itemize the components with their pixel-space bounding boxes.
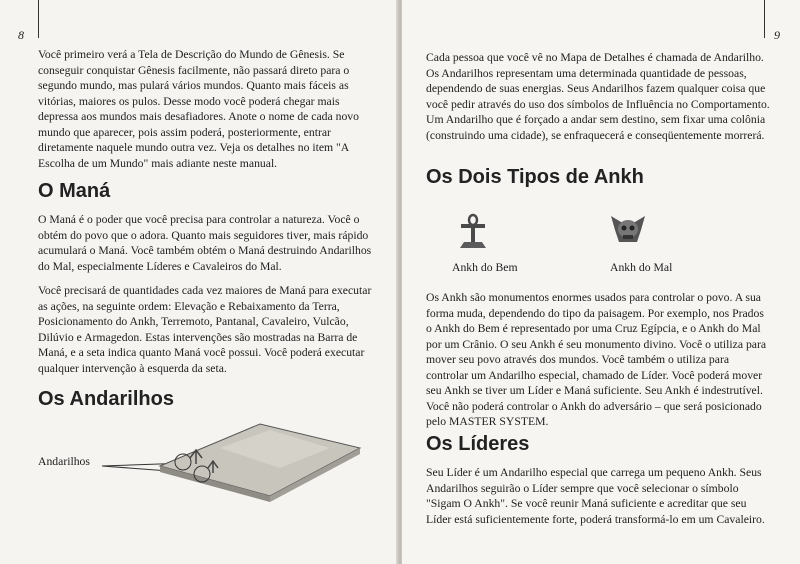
lideres-paragraph: Seu Líder é um Andarilho especial que carrega um pequeno Ankh. Seus Andarilhos seguirão o Líder sempre que você selecionar o símbolo "Sigam O Ankh". Se você reunir Maná suficiente e acreditar que seu Líder está suficientemente forte, poderá transformá-lo em um Cavaleiro. <box>426 466 765 526</box>
skull-icon <box>609 212 647 248</box>
figure-label-andarilhos: Andarilhos <box>38 455 90 468</box>
mana-paragraph-2: Você precisará de quantidades cada vez maiores de Maná para executar as ações, na seguinte ordem: Elevação e Rebaixamento da Terra, Posicionamento do Ankh, Terremoto, Pantanal, Cavaleiro, Vulcão, Dilúvio e Armagedon. Estas intervenções são mostradas na Barra de Maná, e a seta indica quanto Maná você possui. Você poderá executar qualquer intervenção à esquerda da seta. <box>38 284 372 375</box>
heading-lideres: Os Líderes <box>426 433 530 455</box>
heading-andarilhos: Os Andarilhos <box>38 388 174 410</box>
egyptian-cross-icon <box>458 212 488 250</box>
left-page <box>0 0 398 564</box>
ankh-evil-label: Ankh do Mal <box>610 261 673 274</box>
isometric-land-tile-icon <box>100 418 390 508</box>
heading-mana: O Maná <box>38 180 111 202</box>
heading-ankh: Os Dois Tipos de Ankh <box>426 166 644 188</box>
andarilhos-paragraph: Cada pessoa que você vê no Mapa de Detalhes é chamada de Andarilho. Os Andarilhos representam uma determinada quantidade de pessoas, dependendo de suas energias. Seus Andarilhos fazem qualquer coisa que você pedir através do uso dos símbolos de Influência no Comportamento. Um Andarilho que é forçado a andar sem destino, sem fixar uma colônia (construindo uma cidade), se enfraquecerá e conseqüentemente morrerá. <box>426 51 770 142</box>
ankh-paragraph: Os Ankh são monumentos enormes usados para controlar o povo. A sua forma muda, dependendo do tipo da paisagem. Por exemplo, nos Prados o Ankh do Bem é representado por uma Cruz Egípcia, e o Ankh do Mal por um Crânio. O seu Ankh é seu monumento divino. Você o utiliza para mover seu povo através dos mundos. Você também o utiliza para controlar um Andarilho especial, chamado de Líder. Você poderá mover seu Ankh se tiver um Líder e Maná suficiente. Seu Ankh é indestrutível. Você não poderá controlar o Ankh do adversário – que será posicionado pelo MASTER SYSTEM. <box>426 291 767 428</box>
page-number: 9 <box>774 28 780 42</box>
page-margin-rule <box>38 0 39 38</box>
page-margin-rule <box>764 0 765 38</box>
mana-paragraph-1: O Maná é o poder que você precisa para controlar a natureza. Você o obtém do povo que o adora. Quanto mais seguidores tiver, mais rápido acumulará o Maná. Você também obtém o Maná destruindo Andarilhos do Mal, especialmente Líderes e Cavaleiros do Mal. <box>38 213 372 273</box>
intro-paragraph: Você primeiro verá a Tela de Descrição do Mundo de Gênesis. Se conseguir conquistar Gênesis facilmente, não passará direto para o segundo mundo, mas pulará vários mundos. Quanto mais fáceis as vitórias, maiores os pulos. Desse modo você poderá chegar mais depressa aos mundos mais desafiadores. Anote o nome de cada novo mundo que aparecer, pois assim poderá, posteriormente, entrar diretamente naquele mundo outra vez. Veja os detalhes no item "A Escolha de um Mundo" mais adiante neste manual. <box>38 48 359 170</box>
ankh-good-label: Ankh do Bem <box>452 261 518 274</box>
right-page <box>402 0 800 564</box>
page-number: 8 <box>18 28 24 42</box>
